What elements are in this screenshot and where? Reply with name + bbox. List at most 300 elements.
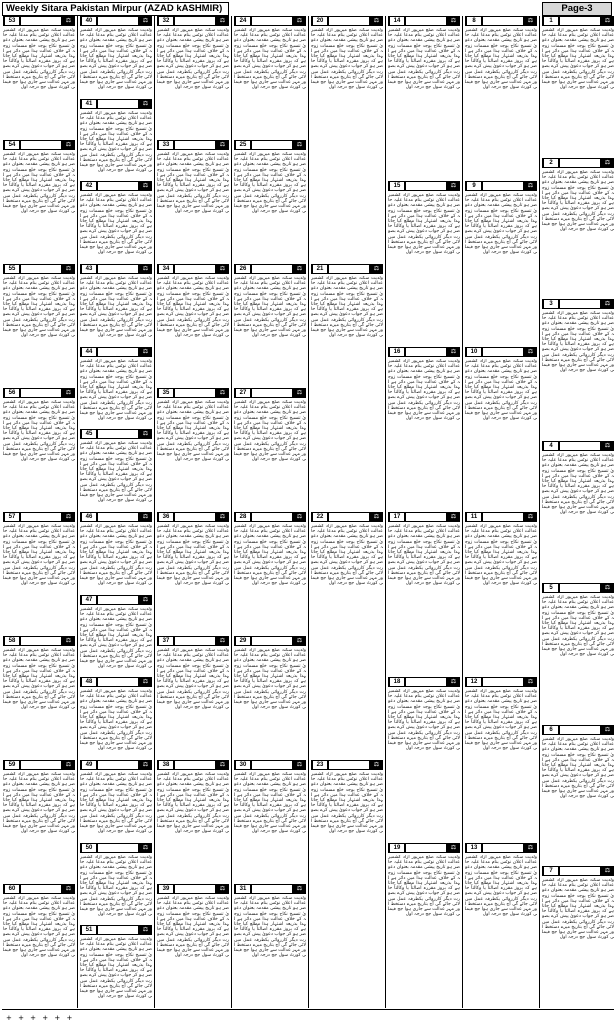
notice-header	[542, 866, 614, 876]
notice-number: 35	[159, 389, 173, 397]
notice-title-box	[252, 389, 292, 397]
notice-title-box	[175, 141, 215, 149]
notice-body-text: ولدیت سکنہ ضلع میرپور آزاد کشمیر عدالت اعلان نوٹس بنام مدعا علیہ حاضر ہو تاریخ پیشی مقدمہ بعنوان دعویٰ تنسیخ نکاح بوجہ خلع مسمات زوجہ کے خلاف عدالت ہذا میں دائر ہے لہذا بذریعہ اشتہار ہذا مطلع کیا جاتا ہے کہ بروز مقررہ اصالتاً یا وکالتاً حاضر ہو کر جواب دعویٰ پیش کرے بصورت دیگر کارروائی یکطرفہ عمل میں لائی جائے گی آج بتاریخ میرے دستخط اور مہر عدالت سے جاری ہوا جج فیملی کورٹ سول جج درجہ اول	[157, 152, 229, 215]
notice-number: 37	[159, 637, 173, 645]
notice-header	[157, 636, 229, 646]
notice-header	[388, 512, 460, 522]
court-seal-icon: ⚖	[65, 637, 72, 644]
notice-header	[542, 16, 614, 26]
notice-number: 53	[5, 17, 19, 25]
notice-title-box	[98, 926, 138, 934]
notice-header	[80, 16, 152, 26]
notice-body-text: ولدیت سکنہ ضلع میرپور آزاد کشمیر عدالت اعلان نوٹس بنام مدعا علیہ حاضر ہو تاریخ پیشی مقدمہ بعنوان دعویٰ تنسیخ نکاح بوجہ خلع مسمات زوجہ کے خلاف عدالت ہذا میں دائر ہے لہذا بذریعہ اشتہار ہذا مطلع کیا جاتا ہے کہ بروز مقررہ اصالتاً یا وکالتاً حاضر ہو کر جواب دعویٰ پیش کرے بصورت دیگر کارروائی یکطرفہ عمل میں لائی جائے گی آج بتاریخ میرے دستخط اور مہر عدالت سے جاری ہوا جج فیملی کورٹ سول جج درجہ اول	[388, 28, 460, 91]
notice-header	[80, 925, 152, 935]
court-seal-icon: ⚖	[450, 844, 457, 851]
notice-body-text: ولدیت سکنہ ضلع میرپور آزاد کشمیر عدالت اعلان نوٹس بنام مدعا علیہ حاضر ہو تاریخ پیشی مقدمہ بعنوان دعویٰ تنسیخ نکاح بوجہ خلع مسمات زوجہ کے خلاف عدالت ہذا میں دائر ہے لہذا بذریعہ اشتہار ہذا مطلع کیا جاتا ہے کہ بروز مقررہ اصالتاً یا وکالتاً حاضر ہو کر جواب دعویٰ پیش کرے بصورت دیگر کارروائی یکطرفہ عمل میں لائی جائے گی آج بتاریخ میرے دستخط اور مہر عدالت سے جاری ہوا جج فیملی کورٹ سول جج درجہ اول	[234, 648, 306, 711]
notice-title-box	[21, 885, 61, 893]
notice-body-text: ولدیت سکنہ ضلع میرپور آزاد کشمیر عدالت اعلان نوٹس بنام مدعا علیہ حاضر ہو تاریخ پیشی مقدمہ بعنوان دعویٰ تنسیخ نکاح بوجہ خلع مسمات زوجہ کے خلاف عدالت ہذا میں دائر ہے لہذا بذریعہ اشتہار ہذا مطلع کیا جاتا ہے کہ بروز مقررہ اصالتاً یا وکالتاً حاضر ہو کر جواب دعویٰ پیش کرے بصورت دیگر کارروائی یکطرفہ عمل میں لائی جائے گی آج بتاریخ میرے دستخط اور مہر عدالت سے جاری ہوا جج فیملی کورٹ سول جج درجہ اول	[3, 152, 75, 215]
notice-body-text: ولدیت سکنہ ضلع میرپور آزاد کشمیر عدالت اعلان نوٹس بنام مدعا علیہ حاضر ہو تاریخ پیشی مقدمہ بعنوان دعویٰ تنسیخ نکاح بوجہ خلع مسمات زوجہ کے خلاف عدالت ہذا میں دائر ہے لہذا بذریعہ اشتہار ہذا مطلع کیا جاتا ہے کہ بروز مقررہ اصالتاً یا وکالتاً حاضر ہو کر جواب دعویٰ پیش کرے بصورت دیگر کارروائی یکطرفہ عمل میں لائی جائے گی آج بتاریخ میرے دستخط اور مہر عدالت سے جاری ہوا جج فیملی کورٹ سول جج درجہ اول	[80, 607, 152, 670]
notice-body-text: ولدیت سکنہ ضلع میرپور آزاد کشمیر عدالت اعلان نوٹس بنام مدعا علیہ حاضر ہو تاریخ پیشی مقدمہ بعنوان دعویٰ تنسیخ نکاح بوجہ خلع مسمات زوجہ کے خلاف عدالت ہذا میں دائر ہے لہذا بذریعہ اشتہار ہذا مطلع کیا جاتا ہے کہ بروز مقررہ اصالتاً یا وکالتاً حاضر ہو کر جواب دعویٰ پیش کرے بصورت دیگر کارروائی یکطرفہ عمل میں لائی جائے گی آج بتاریخ میرے دستخط اور مہر عدالت سے جاری ہوا جج فیملی کورٹ سول جج درجہ اول	[388, 524, 460, 587]
notice-title-box	[406, 678, 446, 686]
notice-title-box	[175, 389, 215, 397]
notice-title-box	[406, 348, 446, 356]
notice-number: 45	[82, 430, 96, 438]
notice-header	[234, 512, 306, 522]
notice-number: 28	[236, 513, 250, 521]
notice-body-text: ولدیت سکنہ ضلع میرپور آزاد کشمیر عدالت اعلان نوٹس بنام مدعا علیہ حاضر ہو تاریخ پیشی مقدمہ بعنوان دعویٰ تنسیخ نکاح بوجہ خلع مسمات زوجہ کے خلاف عدالت ہذا میں دائر ہے لہذا بذریعہ اشتہار ہذا مطلع کیا جاتا ہے کہ بروز مقررہ اصالتاً یا وکالتاً حاضر ہو کر جواب دعویٰ پیش کرے بصورت دیگر کارروائی یکطرفہ عمل میں لائی جائے گی آج بتاریخ میرے دستخط اور مہر عدالت سے جاری ہوا جج فیملی کورٹ سول جج درجہ اول	[542, 28, 614, 91]
court-seal-icon: ⚖	[65, 513, 72, 520]
notice-number: 59	[5, 761, 19, 769]
notice-body-text: ولدیت سکنہ ضلع میرپور آزاد کشمیر عدالت اعلان نوٹس بنام مدعا علیہ حاضر ہو تاریخ پیشی مقدمہ بعنوان دعویٰ تنسیخ نکاح بوجہ خلع مسمات زوجہ کے خلاف عدالت ہذا میں دائر ہے لہذا بذریعہ اشتہار ہذا مطلع کیا جاتا ہے کہ بروز مقررہ اصالتاً یا وکالتاً حاضر ہو کر جواب دعویٰ پیش کرے بصورت دیگر کارروائی یکطرفہ عمل میں لائی جائے گی آج بتاریخ میرے دستخط اور مہر عدالت سے جاری ہوا جج فیملی کورٹ سول جج درجہ اول	[234, 772, 306, 835]
court-seal-icon: ⚖	[142, 348, 149, 355]
notice-header	[542, 441, 614, 451]
court-seal-icon: ⚖	[450, 513, 457, 520]
court-seal-icon: ⚖	[219, 513, 226, 520]
notice-body-text: ولدیت سکنہ ضلع میرپور آزاد کشمیر عدالت اعلان نوٹس بنام مدعا علیہ حاضر ہو تاریخ پیشی مقدمہ بعنوان دعویٰ تنسیخ نکاح بوجہ خلع مسمات زوجہ کے خلاف عدالت ہذا میں دائر ہے لہذا بذریعہ اشتہار ہذا مطلع کیا جاتا ہے کہ بروز مقررہ اصالتاً یا وکالتاً حاضر ہو کر جواب دعویٰ پیش کرے بصورت دیگر کارروائی یکطرفہ عمل میں لائی جائے گی آج بتاریخ میرے دستخط اور مہر عدالت سے جاری ہوا جج فیملی کورٹ سول جج درجہ اول	[80, 28, 152, 91]
notice-header	[3, 264, 75, 274]
notice-number: 18	[390, 678, 404, 686]
column-divider	[231, 16, 232, 1008]
notice-number: 54	[5, 141, 19, 149]
notice-body-text: ولدیت سکنہ ضلع میرپور آزاد کشمیر عدالت اعلان نوٹس بنام مدعا علیہ حاضر ہو تاریخ پیشی مقدمہ بعنوان دعویٰ تنسیخ نکاح بوجہ خلع مسمات زوجہ کے خلاف عدالت ہذا میں دائر ہے لہذا بذریعہ اشتہار ہذا مطلع کیا جاتا ہے کہ بروز مقررہ اصالتاً یا وکالتاً حاضر ہو کر جواب دعویٰ پیش کرے بصورت دیگر کارروائی یکطرفہ عمل میں لائی جائے گی آج بتاریخ میرے دستخط اور مہر عدالت سے جاری ہوا جج فیملی کورٹ سول جج درجہ اول	[157, 896, 229, 959]
notice-title-box	[483, 182, 523, 190]
notice-title-box	[21, 761, 61, 769]
notice-body-text: ولدیت سکنہ ضلع میرپور آزاد کشمیر عدالت اعلان نوٹس بنام مدعا علیہ حاضر ہو تاریخ پیشی مقدمہ بعنوان دعویٰ تنسیخ نکاح بوجہ خلع مسمات زوجہ کے خلاف عدالت ہذا میں دائر ہے لہذا بذریعہ اشتہار ہذا مطلع کیا جاتا ہے کہ بروز مقررہ اصالتاً یا وکالتاً حاضر ہو کر جواب دعویٰ پیش کرے بصورت دیگر کارروائی یکطرفہ عمل میں لائی جائے گی آج بتاریخ میرے دستخط اور مہر عدالت سے جاری ہوا جج فیملی کورٹ سول جج درجہ اول	[311, 276, 383, 339]
notice-body-text: ولدیت سکنہ ضلع میرپور آزاد کشمیر عدالت اعلان نوٹس بنام مدعا علیہ حاضر ہو تاریخ پیشی مقدمہ بعنوان دعویٰ تنسیخ نکاح بوجہ خلع مسمات زوجہ کے خلاف عدالت ہذا میں دائر ہے لہذا بذریعہ اشتہار ہذا مطلع کیا جاتا ہے کہ بروز مقررہ اصالتاً یا وکالتاً حاضر ہو کر جواب دعویٰ پیش کرے بصورت دیگر کارروائی یکطرفہ عمل میں لائی جائے گی آج بتاریخ میرے دستخط اور مہر عدالت سے جاری ہوا جج فیملی کورٹ سول جج درجہ اول	[465, 193, 537, 256]
notice-number: 50	[82, 844, 96, 852]
notice-header	[80, 512, 152, 522]
notice-header	[542, 725, 614, 735]
notice-number: 42	[82, 182, 96, 190]
notice-number: 10	[467, 348, 481, 356]
notice-body-text: ولدیت سکنہ ضلع میرپور آزاد کشمیر عدالت اعلان نوٹس بنام مدعا علیہ حاضر ہو تاریخ پیشی مقدمہ بعنوان دعویٰ تنسیخ نکاح بوجہ خلع مسمات زوجہ کے خلاف عدالت ہذا میں دائر ہے لہذا بذریعہ اشتہار ہذا مطلع کیا جاتا ہے کہ بروز مقررہ اصالتاً یا وکالتاً حاضر ہو کر جواب دعویٰ پیش کرے بصورت دیگر کارروائی یکطرفہ عمل میں لائی جائے گی آج بتاریخ میرے دستخط اور مہر عدالت سے جاری ہوا جج فیملی کورٹ سول جج درجہ اول	[157, 28, 229, 91]
notice-header	[388, 347, 460, 357]
notice-number: 27	[236, 389, 250, 397]
court-seal-icon: ⚖	[219, 389, 226, 396]
court-seal-icon: ⚖	[142, 182, 149, 189]
notice-number: 15	[390, 182, 404, 190]
notice-body-text: ولدیت سکنہ ضلع میرپور آزاد کشمیر عدالت اعلان نوٹس بنام مدعا علیہ حاضر ہو تاریخ پیشی مقدمہ بعنوان دعویٰ تنسیخ نکاح بوجہ خلع مسمات زوجہ کے خلاف عدالت ہذا میں دائر ہے لہذا بذریعہ اشتہار ہذا مطلع کیا جاتا ہے کہ بروز مقررہ اصالتاً یا وکالتاً حاضر ہو کر جواب دعویٰ پیش کرے بصورت دیگر کارروائی یکطرفہ عمل میں لائی جائے گی آج بتاریخ میرے دستخط اور مہر عدالت سے جاری ہوا جج فیملی کورٹ سول جج درجہ اول	[542, 595, 614, 658]
notice-header	[157, 140, 229, 150]
footer-marks: + + + + + +	[6, 1014, 75, 1022]
notice-number: 7	[544, 867, 558, 875]
court-seal-icon: ⚖	[296, 637, 303, 644]
column-divider	[308, 16, 309, 1008]
notice-header	[234, 16, 306, 26]
court-seal-icon: ⚖	[373, 265, 380, 272]
notice-header	[80, 181, 152, 191]
notice-body-text: ولدیت سکنہ ضلع میرپور آزاد کشمیر عدالت اعلان نوٹس بنام مدعا علیہ حاضر ہو تاریخ پیشی مقدمہ بعنوان دعویٰ تنسیخ نکاح بوجہ خلع مسمات زوجہ کے خلاف عدالت ہذا میں دائر ہے لہذا بذریعہ اشتہار ہذا مطلع کیا جاتا ہے کہ بروز مقررہ اصالتاً یا وکالتاً حاضر ہو کر جواب دعویٰ پیش کرے بصورت دیگر کارروائی یکطرفہ عمل میں لائی جائے گی آج بتاریخ میرے دستخط اور مہر عدالت سے جاری ہوا جج فیملی کورٹ سول جج درجہ اول	[542, 878, 614, 941]
notice-body-text: ولدیت سکنہ ضلع میرپور آزاد کشمیر عدالت اعلان نوٹس بنام مدعا علیہ حاضر ہو تاریخ پیشی مقدمہ بعنوان دعویٰ تنسیخ نکاح بوجہ خلع مسمات زوجہ کے خلاف عدالت ہذا میں دائر ہے لہذا بذریعہ اشتہار ہذا مطلع کیا جاتا ہے کہ بروز مقررہ اصالتاً یا وکالتاً حاضر ہو کر جواب دعویٰ پیش کرے بصورت دیگر کارروائی یکطرفہ عمل میں لائی جائے گی آج بتاریخ میرے دستخط اور مہر عدالت سے جاری ہوا جج فیملی کورٹ سول جج درجہ اول	[542, 453, 614, 516]
notice-number: 40	[82, 17, 96, 25]
notice-title-box	[406, 513, 446, 521]
notice-body-text: ولدیت سکنہ ضلع میرپور آزاد کشمیر عدالت اعلان نوٹس بنام مدعا علیہ حاضر ہو تاریخ پیشی مقدمہ بعنوان دعویٰ تنسیخ نکاح بوجہ خلع مسمات زوجہ کے خلاف عدالت ہذا میں دائر ہے لہذا بذریعہ اشتہار ہذا مطلع کیا جاتا ہے کہ بروز مقررہ اصالتاً یا وکالتاً حاضر ہو کر جواب دعویٰ پیش کرے بصورت دیگر کارروائی یکطرفہ عمل میں لائی جائے گی آج بتاریخ میرے دستخط اور مہر عدالت سے جاری ہوا جج فیملی کورٹ سول جج درجہ اول	[388, 855, 460, 918]
court-seal-icon: ⚖	[296, 265, 303, 272]
notice-number: 57	[5, 513, 19, 521]
court-seal-icon: ⚖	[527, 17, 534, 24]
court-seal-icon: ⚖	[142, 100, 149, 107]
column-divider	[154, 16, 155, 1008]
court-seal-icon: ⚖	[527, 678, 534, 685]
court-seal-icon: ⚖	[296, 513, 303, 520]
notice-number: 22	[313, 513, 327, 521]
notice-title-box	[175, 885, 215, 893]
notice-header	[80, 99, 152, 109]
court-seal-icon: ⚖	[65, 17, 72, 24]
notice-number: 38	[159, 761, 173, 769]
court-seal-icon: ⚖	[296, 17, 303, 24]
notice-body-text: ولدیت سکنہ ضلع میرپور آزاد کشمیر عدالت اعلان نوٹس بنام مدعا علیہ حاضر ہو تاریخ پیشی مقدمہ بعنوان دعویٰ تنسیخ نکاح بوجہ خلع مسمات زوجہ کے خلاف عدالت ہذا میں دائر ہے لہذا بذریعہ اشتہار ہذا مطلع کیا جاتا ہے کہ بروز مقررہ اصالتاً یا وکالتاً حاضر ہو کر جواب دعویٰ پیش کرے بصورت دیگر کارروائی یکطرفہ عمل میں لائی جائے گی آج بتاریخ میرے دستخط اور مہر عدالت سے جاری ہوا جج فیملی کورٹ سول جج درجہ اول	[80, 689, 152, 752]
notice-header	[311, 760, 383, 770]
notice-body-text: ولدیت سکنہ ضلع میرپور آزاد کشمیر عدالت اعلان نوٹس بنام مدعا علیہ حاضر ہو تاریخ پیشی مقدمہ بعنوان دعویٰ تنسیخ نکاح بوجہ خلع مسمات زوجہ کے خلاف عدالت ہذا میں دائر ہے لہذا بذریعہ اشتہار ہذا مطلع کیا جاتا ہے کہ بروز مقررہ اصالتاً یا وکالتاً حاضر ہو کر جواب دعویٰ پیش کرے بصورت دیگر کارروائی یکطرفہ عمل میں لائی جائے گی آج بتاریخ میرے دستخط اور مہر عدالت سے جاری ہوا جج فیملی کورٹ سول جج درجہ اول	[542, 311, 614, 374]
notice-number: 17	[390, 513, 404, 521]
notice-header	[3, 884, 75, 894]
notice-header	[542, 158, 614, 168]
notice-title-box	[560, 300, 600, 308]
notice-number: 29	[236, 637, 250, 645]
notice-number: 14	[390, 17, 404, 25]
notice-header	[542, 299, 614, 309]
notice-number: 46	[82, 513, 96, 521]
notice-title-box	[483, 513, 523, 521]
notice-body-text: ولدیت سکنہ ضلع میرپور آزاد کشمیر عدالت اعلان نوٹس بنام مدعا علیہ حاضر ہو تاریخ پیشی مقدمہ بعنوان دعویٰ تنسیخ نکاح بوجہ خلع مسمات زوجہ کے خلاف عدالت ہذا میں دائر ہے لہذا بذریعہ اشتہار ہذا مطلع کیا جاتا ہے کہ بروز مقررہ اصالتاً یا وکالتاً حاضر ہو کر جواب دعویٰ پیش کرے بصورت دیگر کارروائی یکطرفہ عمل میں لائی جائے گی آج بتاریخ میرے دستخط اور مہر عدالت سے جاری ہوا جج فیملی کورٹ سول جج درجہ اول	[465, 689, 537, 752]
notice-header	[157, 388, 229, 398]
court-seal-icon: ⚖	[142, 761, 149, 768]
court-seal-icon: ⚖	[527, 844, 534, 851]
notice-title-box	[98, 182, 138, 190]
notice-title-box	[560, 584, 600, 592]
notice-body-text: ولدیت سکنہ ضلع میرپور آزاد کشمیر عدالت اعلان نوٹس بنام مدعا علیہ حاضر ہو تاریخ پیشی مقدمہ بعنوان دعویٰ تنسیخ نکاح بوجہ خلع مسمات زوجہ کے خلاف عدالت ہذا میں دائر ہے لہذا بذریعہ اشتہار ہذا مطلع کیا جاتا ہے کہ بروز مقررہ اصالتاً یا وکالتاً حاضر ہو کر جواب دعویٰ پیش کرے بصورت دیگر کارروائی یکطرفہ عمل میں لائی جائے گی آج بتاریخ میرے دستخط اور مہر عدالت سے جاری ہوا جج فیملی کورٹ سول جج درجہ اول	[465, 524, 537, 587]
notice-body-text: ولدیت سکنہ ضلع میرپور آزاد کشمیر عدالت اعلان نوٹس بنام مدعا علیہ حاضر ہو تاریخ پیشی مقدمہ بعنوان دعویٰ تنسیخ نکاح بوجہ خلع مسمات زوجہ کے خلاف عدالت ہذا میں دائر ہے لہذا بذریعہ اشتہار ہذا مطلع کیا جاتا ہے کہ بروز مقررہ اصالتاً یا وکالتاً حاضر ہو کر جواب دعویٰ پیش کرے بصورت دیگر کارروائی یکطرفہ عمل میں لائی جائے گی آج بتاریخ میرے دستخط اور مہر عدالت سے جاری ہوا جج فیملی کورٹ سول جج درجہ اول	[465, 855, 537, 918]
notice-body-text: ولدیت سکنہ ضلع میرپور آزاد کشمیر عدالت اعلان نوٹس بنام مدعا علیہ حاضر ہو تاریخ پیشی مقدمہ بعنوان دعویٰ تنسیخ نکاح بوجہ خلع مسمات زوجہ کے خلاف عدالت ہذا میں دائر ہے لہذا بذریعہ اشتہار ہذا مطلع کیا جاتا ہے کہ بروز مقررہ اصالتاً یا وکالتاً حاضر ہو کر جواب دعویٰ پیش کرے بصورت دیگر کارروائی یکطرفہ عمل میں لائی جائے گی آج بتاریخ میرے دستخط اور مہر عدالت سے جاری ہوا جج فیملی کورٹ سول جج درجہ اول	[465, 359, 537, 422]
notice-number: 26	[236, 265, 250, 273]
notice-body-text: ولدیت سکنہ ضلع میرپور آزاد کشمیر عدالت اعلان نوٹس بنام مدعا علیہ حاضر ہو تاریخ پیشی مقدمہ بعنوان دعویٰ تنسیخ نکاح بوجہ خلع مسمات زوجہ کے خلاف عدالت ہذا میں دائر ہے لہذا بذریعہ اشتہار ہذا مطلع کیا جاتا ہے کہ بروز مقررہ اصالتاً یا وکالتاً حاضر ہو کر جواب دعویٰ پیش کرے بصورت دیگر کارروائی یکطرفہ عمل میں لائی جائے گی آج بتاریخ میرے دستخط اور مہر عدالت سے جاری ہوا جج فیملی کورٹ سول جج درجہ اول	[157, 772, 229, 835]
notice-title-box	[98, 348, 138, 356]
notice-header	[157, 512, 229, 522]
court-seal-icon: ⚖	[142, 926, 149, 933]
notice-number: 24	[236, 17, 250, 25]
notice-body-text: ولدیت سکنہ ضلع میرپور آزاد کشمیر عدالت اعلان نوٹس بنام مدعا علیہ حاضر ہو تاریخ پیشی مقدمہ بعنوان دعویٰ تنسیخ نکاح بوجہ خلع مسمات زوجہ کے خلاف عدالت ہذا میں دائر ہے لہذا بذریعہ اشتہار ہذا مطلع کیا جاتا ہے کہ بروز مقررہ اصالتاً یا وکالتاً حاضر ہو کر جواب دعویٰ پیش کرے بصورت دیگر کارروائی یکطرفہ عمل میں لائی جائے گی آج بتاریخ میرے دستخط اور مہر عدالت سے جاری ہوا جج فیملی کورٹ سول جج درجہ اول	[388, 193, 460, 256]
notice-header	[80, 843, 152, 853]
notice-number: 31	[236, 885, 250, 893]
notice-title-box	[98, 430, 138, 438]
court-seal-icon: ⚖	[527, 182, 534, 189]
notice-header	[542, 583, 614, 593]
notice-number: 30	[236, 761, 250, 769]
court-seal-icon: ⚖	[450, 182, 457, 189]
bottom-rule	[2, 1009, 614, 1010]
notice-number: 23	[313, 761, 327, 769]
notice-body-text: ولدیت سکنہ ضلع میرپور آزاد کشمیر عدالت اعلان نوٹس بنام مدعا علیہ حاضر ہو تاریخ پیشی مقدمہ بعنوان دعویٰ تنسیخ نکاح بوجہ خلع مسمات زوجہ کے خلاف عدالت ہذا میں دائر ہے لہذا بذریعہ اشتہار ہذا مطلع کیا جاتا ہے کہ بروز مقررہ اصالتاً یا وکالتاً حاضر ہو کر جواب دعویٰ پیش کرے بصورت دیگر کارروائی یکطرفہ عمل میں لائی جائے گی آج بتاریخ میرے دستخط اور مہر عدالت سے جاری ہوا جج فیملی کورٹ سول جج درجہ اول	[80, 855, 152, 918]
notice-body-text: ولدیت سکنہ ضلع میرپور آزاد کشمیر عدالت اعلان نوٹس بنام مدعا علیہ حاضر ہو تاریخ پیشی مقدمہ بعنوان دعویٰ تنسیخ نکاح بوجہ خلع مسمات زوجہ کے خلاف عدالت ہذا میں دائر ہے لہذا بذریعہ اشتہار ہذا مطلع کیا جاتا ہے کہ بروز مقررہ اصالتاً یا وکالتاً حاضر ہو کر جواب دعویٰ پیش کرے بصورت دیگر کارروائی یکطرفہ عمل میں لائی جائے گی آج بتاریخ میرے دستخط اور مہر عدالت سے جاری ہوا جج فیملی کورٹ سول جج درجہ اول	[3, 28, 75, 91]
notice-body-text: ولدیت سکنہ ضلع میرپور آزاد کشمیر عدالت اعلان نوٹس بنام مدعا علیہ حاضر ہو تاریخ پیشی مقدمہ بعنوان دعویٰ تنسیخ نکاح بوجہ خلع مسمات زوجہ کے خلاف عدالت ہذا میں دائر ہے لہذا بذریعہ اشتہار ہذا مطلع کیا جاتا ہے کہ بروز مقررہ اصالتاً یا وکالتاً حاضر ہو کر جواب دعویٰ پیش کرے بصورت دیگر کارروائی یکطرفہ عمل میں لائی جائے گی آج بتاریخ میرے دستخط اور مہر عدالت سے جاری ہوا جج فیملی کورٹ سول جج درجہ اول	[3, 896, 75, 959]
column-7	[464, 16, 538, 1008]
notice-header	[388, 677, 460, 687]
notice-body-text: ولدیت سکنہ ضلع میرپور آزاد کشمیر عدالت اعلان نوٹس بنام مدعا علیہ حاضر ہو تاریخ پیشی مقدمہ بعنوان دعویٰ تنسیخ نکاح بوجہ خلع مسمات زوجہ کے خلاف عدالت ہذا میں دائر ہے لہذا بذریعہ اشتہار ہذا مطلع کیا جاتا ہے کہ بروز مقررہ اصالتاً یا وکالتاً حاضر ہو کر جواب دعویٰ پیش کرے بصورت دیگر کارروائی یکطرفہ عمل میں لائی جائے گی آج بتاریخ میرے دستخط اور مہر عدالت سے جاری ہوا جج فیملی کورٹ سول جج درجہ اول	[234, 524, 306, 587]
notice-header	[80, 429, 152, 439]
notice-number: 47	[82, 596, 96, 604]
notice-title-box	[560, 159, 600, 167]
notice-number: 41	[82, 100, 96, 108]
court-seal-icon: ⚖	[604, 17, 611, 24]
notice-number: 8	[467, 17, 481, 25]
notice-title-box	[21, 637, 61, 645]
notice-title-box	[329, 761, 369, 769]
notice-title-box	[483, 17, 523, 25]
notice-number: 12	[467, 678, 481, 686]
notice-header	[388, 16, 460, 26]
notice-number: 5	[544, 584, 558, 592]
notice-header	[157, 760, 229, 770]
notice-number: 49	[82, 761, 96, 769]
notice-title-box	[252, 265, 292, 273]
court-seal-icon: ⚖	[604, 442, 611, 449]
notice-number: 21	[313, 265, 327, 273]
court-seal-icon: ⚖	[65, 885, 72, 892]
notice-header	[465, 347, 537, 357]
court-seal-icon: ⚖	[142, 844, 149, 851]
notice-header	[157, 264, 229, 274]
column-8	[541, 16, 615, 1008]
notice-number: 25	[236, 141, 250, 149]
court-seal-icon: ⚖	[373, 17, 380, 24]
column-6	[387, 16, 461, 1008]
notice-number: 33	[159, 141, 173, 149]
notice-body-text: ولدیت سکنہ ضلع میرپور آزاد کشمیر عدالت اعلان نوٹس بنام مدعا علیہ حاضر ہو تاریخ پیشی مقدمہ بعنوان دعویٰ تنسیخ نکاح بوجہ خلع مسمات زوجہ کے خلاف عدالت ہذا میں دائر ہے لہذا بذریعہ اشتہار ہذا مطلع کیا جاتا ہے کہ بروز مقررہ اصالتاً یا وکالتاً حاضر ہو کر جواب دعویٰ پیش کرے بصورت دیگر کارروائی یکطرفہ عمل میں لائی جائے گی آج بتاریخ میرے دستخط اور مہر عدالت سے جاری ہوا جج فیملی کورٹ سول جج درجہ اول	[80, 441, 152, 504]
notice-number: 3	[544, 300, 558, 308]
court-seal-icon: ⚖	[142, 265, 149, 272]
notice-number: 60	[5, 885, 19, 893]
notice-body-text: ولدیت سکنہ ضلع میرپور آزاد کشمیر عدالت اعلان نوٹس بنام مدعا علیہ حاضر ہو تاریخ پیشی مقدمہ بعنوان دعویٰ تنسیخ نکاح بوجہ خلع مسمات زوجہ کے خلاف عدالت ہذا میں دائر ہے لہذا بذریعہ اشتہار ہذا مطلع کیا جاتا ہے کہ بروز مقررہ اصالتاً یا وکالتاً حاضر ہو کر جواب دعویٰ پیش کرے بصورت دیگر کارروائی یکطرفہ عمل میں لائی جائے گی آج بتاریخ میرے دستخط اور مہر عدالت سے جاری ہوا جج فیملی کورٹ سول جج درجہ اول	[157, 400, 229, 463]
notice-title-box	[98, 17, 138, 25]
notice-body-text: ولدیت سکنہ ضلع میرپور آزاد کشمیر عدالت اعلان نوٹس بنام مدعا علیہ حاضر ہو تاریخ پیشی مقدمہ بعنوان دعویٰ تنسیخ نکاح بوجہ خلع مسمات زوجہ کے خلاف عدالت ہذا میں دائر ہے لہذا بذریعہ اشتہار ہذا مطلع کیا جاتا ہے کہ بروز مقررہ اصالتاً یا وکالتاً حاضر ہو کر جواب دعویٰ پیش کرے بصورت دیگر کارروائی یکطرفہ عمل میں لائی جائے گی آج بتاریخ میرے دستخط اور مہر عدالت سے جاری ہوا جج فیملی کورٹ سول جج درجہ اول	[234, 400, 306, 463]
court-seal-icon: ⚖	[65, 141, 72, 148]
column-divider	[462, 16, 463, 1008]
notice-header	[234, 884, 306, 894]
notice-title-box	[98, 844, 138, 852]
court-seal-icon: ⚖	[604, 867, 611, 874]
notice-body-text: ولدیت سکنہ ضلع میرپور آزاد کشمیر عدالت اعلان نوٹس بنام مدعا علیہ حاضر ہو تاریخ پیشی مقدمہ بعنوان دعویٰ تنسیخ نکاح بوجہ خلع مسمات زوجہ کے خلاف عدالت ہذا میں دائر ہے لہذا بذریعہ اشتہار ہذا مطلع کیا جاتا ہے کہ بروز مقررہ اصالتاً یا وکالتاً حاضر ہو کر جواب دعویٰ پیش کرے بصورت دیگر کارروائی یکطرفہ عمل میں لائی جائے گی آج بتاریخ میرے دستخط اور مہر عدالت سے جاری ہوا جج فیملی کورٹ سول جج درجہ اول	[80, 772, 152, 835]
notice-body-text: ولدیت سکنہ ضلع میرپور آزاد کشمیر عدالت اعلان نوٹس بنام مدعا علیہ حاضر ہو تاریخ پیشی مقدمہ بعنوان دعویٰ تنسیخ نکاح بوجہ خلع مسمات زوجہ کے خلاف عدالت ہذا میں دائر ہے لہذا بذریعہ اشتہار ہذا مطلع کیا جاتا ہے کہ بروز مقررہ اصالتاً یا وکالتاً حاضر ہو کر جواب دعویٰ پیش کرے بصورت دیگر کارروائی یکطرفہ عمل میں لائی جائے گی آج بتاریخ میرے دستخط اور مہر عدالت سے جاری ہوا جج فیملی کورٹ سول جج درجہ اول	[80, 359, 152, 422]
notice-title-box	[252, 637, 292, 645]
notice-title-box	[560, 17, 600, 25]
notice-title-box	[175, 513, 215, 521]
notice-number: 9	[467, 182, 481, 190]
page-number: Page-3	[542, 2, 612, 16]
notice-title-box	[21, 265, 61, 273]
notice-title-box	[175, 265, 215, 273]
notice-header	[80, 264, 152, 274]
court-seal-icon: ⚖	[65, 265, 72, 272]
notice-title-box	[252, 885, 292, 893]
column-4	[233, 16, 307, 1008]
notice-title-box	[329, 265, 369, 273]
notice-header	[465, 512, 537, 522]
notice-title-box	[21, 389, 61, 397]
notice-header	[3, 760, 75, 770]
notice-number: 55	[5, 265, 19, 273]
column-divider	[385, 16, 386, 1008]
notice-body-text: ولدیت سکنہ ضلع میرپور آزاد کشمیر عدالت اعلان نوٹس بنام مدعا علیہ حاضر ہو تاریخ پیشی مقدمہ بعنوان دعویٰ تنسیخ نکاح بوجہ خلع مسمات زوجہ کے خلاف عدالت ہذا میں دائر ہے لہذا بذریعہ اشتہار ہذا مطلع کیا جاتا ہے کہ بروز مقررہ اصالتاً یا وکالتاً حاضر ہو کر جواب دعویٰ پیش کرے بصورت دیگر کارروائی یکطرفہ عمل میں لائی جائے گی آج بتاریخ میرے دستخط اور مہر عدالت سے جاری ہوا جج فیملی کورٹ سول جج درجہ اول	[311, 772, 383, 835]
court-seal-icon: ⚖	[373, 761, 380, 768]
notice-header	[234, 760, 306, 770]
notice-number: 16	[390, 348, 404, 356]
notice-header	[388, 843, 460, 853]
notice-header	[3, 16, 75, 26]
court-seal-icon: ⚖	[219, 141, 226, 148]
notice-body-text: ولدیت سکنہ ضلع میرپور آزاد کشمیر عدالت اعلان نوٹس بنام مدعا علیہ حاضر ہو تاریخ پیشی مقدمہ بعنوان دعویٰ تنسیخ نکاح بوجہ خلع مسمات زوجہ کے خلاف عدالت ہذا میں دائر ہے لہذا بذریعہ اشتہار ہذا مطلع کیا جاتا ہے کہ بروز مقررہ اصالتاً یا وکالتاً حاضر ہو کر جواب دعویٰ پیش کرے بصورت دیگر کارروائی یکطرفہ عمل میں لائی جائے گی آج بتاریخ میرے دستخط اور مہر عدالت سے جاری ہوا جج فیملی کورٹ سول جج درجہ اول	[234, 28, 306, 91]
notice-header	[311, 264, 383, 274]
court-seal-icon: ⚖	[219, 637, 226, 644]
court-seal-icon: ⚖	[142, 513, 149, 520]
court-seal-icon: ⚖	[450, 17, 457, 24]
notice-header	[234, 264, 306, 274]
column-5	[310, 16, 384, 1008]
notice-title-box	[483, 678, 523, 686]
notice-header	[465, 843, 537, 853]
notice-body-text: ولدیت سکنہ ضلع میرپور آزاد کشمیر عدالت اعلان نوٹس بنام مدعا علیہ حاضر ہو تاریخ پیشی مقدمہ بعنوان دعویٰ تنسیخ نکاح بوجہ خلع مسمات زوجہ کے خلاف عدالت ہذا میں دائر ہے لہذا بذریعہ اشتہار ہذا مطلع کیا جاتا ہے کہ بروز مقررہ اصالتاً یا وکالتاً حاضر ہو کر جواب دعویٰ پیش کرے بصورت دیگر کارروائی یکطرفہ عمل میں لائی جائے گی آج بتاریخ میرے دستخط اور مہر عدالت سے جاری ہوا جج فیملی کورٹ سول جج درجہ اول	[157, 648, 229, 711]
notice-title-box	[560, 726, 600, 734]
notice-number: 6	[544, 726, 558, 734]
notice-header	[3, 388, 75, 398]
notice-header	[234, 140, 306, 150]
court-seal-icon: ⚖	[296, 885, 303, 892]
notice-title-box	[406, 844, 446, 852]
notice-number: 20	[313, 17, 327, 25]
notice-number: 32	[159, 17, 173, 25]
notice-title-box	[406, 17, 446, 25]
court-seal-icon: ⚖	[604, 300, 611, 307]
notice-title-box	[98, 596, 138, 604]
court-seal-icon: ⚖	[219, 885, 226, 892]
column-divider	[77, 16, 78, 1008]
notice-body-text: ولدیت سکنہ ضلع میرپور آزاد کشمیر عدالت اعلان نوٹس بنام مدعا علیہ حاضر ہو تاریخ پیشی مقدمہ بعنوان دعویٰ تنسیخ نکاح بوجہ خلع مسمات زوجہ کے خلاف عدالت ہذا میں دائر ہے لہذا بذریعہ اشتہار ہذا مطلع کیا جاتا ہے کہ بروز مقررہ اصالتاً یا وکالتاً حاضر ہو کر جواب دعویٰ پیش کرے بصورت دیگر کارروائی یکطرفہ عمل میں لائی جائے گی آج بتاریخ میرے دستخط اور مہر عدالت سے جاری ہوا جج فیملی کورٹ سول جج درجہ اول	[234, 276, 306, 339]
notice-body-text: ولدیت سکنہ ضلع میرپور آزاد کشمیر عدالت اعلان نوٹس بنام مدعا علیہ حاضر ہو تاریخ پیشی مقدمہ بعنوان دعویٰ تنسیخ نکاح بوجہ خلع مسمات زوجہ کے خلاف عدالت ہذا میں دائر ہے لہذا بذریعہ اشتہار ہذا مطلع کیا جاتا ہے کہ بروز مقررہ اصالتاً یا وکالتاً حاضر ہو کر جواب دعویٰ پیش کرے بصورت دیگر کارروائی یکطرفہ عمل میں لائی جائے گی آج بتاریخ میرے دستخط اور مہر عدالت سے جاری ہوا جج فیملی کورٹ سول جج درجہ اول	[3, 400, 75, 463]
notice-body-text: ولدیت سکنہ ضلع میرپور آزاد کشمیر عدالت اعلان نوٹس بنام مدعا علیہ حاضر ہو تاریخ پیشی مقدمہ بعنوان دعویٰ تنسیخ نکاح بوجہ خلع مسمات زوجہ کے خلاف عدالت ہذا میں دائر ہے لہذا بذریعہ اشتہار ہذا مطلع کیا جاتا ہے کہ بروز مقررہ اصالتاً یا وکالتاً حاضر ہو کر جواب دعویٰ پیش کرے بصورت دیگر کارروائی یکطرفہ عمل میں لائی جائے گی آج بتاریخ میرے دستخط اور مہر عدالت سے جاری ہوا جج فیملی کورٹ سول جج درجہ اول	[3, 648, 75, 711]
notice-title-box	[483, 844, 523, 852]
notice-number: 51	[82, 926, 96, 934]
notice-header	[3, 140, 75, 150]
notice-body-text: ولدیت سکنہ ضلع میرپور آزاد کشمیر عدالت اعلان نوٹس بنام مدعا علیہ حاضر ہو تاریخ پیشی مقدمہ بعنوان دعویٰ تنسیخ نکاح بوجہ خلع مسمات زوجہ کے خلاف عدالت ہذا میں دائر ہے لہذا بذریعہ اشتہار ہذا مطلع کیا جاتا ہے کہ بروز مقررہ اصالتاً یا وکالتاً حاضر ہو کر جواب دعویٰ پیش کرے بصورت دیگر کارروائی یکطرفہ عمل میں لائی جائے گی آج بتاریخ میرے دستخط اور مہر عدالت سے جاری ہوا جج فیملی کورٹ سول جج درجہ اول	[542, 170, 614, 233]
notice-body-text: ولدیت سکنہ ضلع میرپور آزاد کشمیر عدالت اعلان نوٹس بنام مدعا علیہ حاضر ہو تاریخ پیشی مقدمہ بعنوان دعویٰ تنسیخ نکاح بوجہ خلع مسمات زوجہ کے خلاف عدالت ہذا میں دائر ہے لہذا بذریعہ اشتہار ہذا مطلع کیا جاتا ہے کہ بروز مقررہ اصالتاً یا وکالتاً حاضر ہو کر جواب دعویٰ پیش کرے بصورت دیگر کارروائی یکطرفہ عمل میں لائی جائے گی آج بتاریخ میرے دستخط اور مہر عدالت سے جاری ہوا جج فیملی کورٹ سول جج درجہ اول	[3, 276, 75, 339]
notice-body-text: ولدیت سکنہ ضلع میرپور آزاد کشمیر عدالت اعلان نوٹس بنام مدعا علیہ حاضر ہو تاریخ پیشی مقدمہ بعنوان دعویٰ تنسیخ نکاح بوجہ خلع مسمات زوجہ کے خلاف عدالت ہذا میں دائر ہے لہذا بذریعہ اشتہار ہذا مطلع کیا جاتا ہے کہ بروز مقررہ اصالتاً یا وکالتاً حاضر ہو کر جواب دعویٰ پیش کرے بصورت دیگر کارروائی یکطرفہ عمل میں لائی جائے گی آج بتاریخ میرے دستخط اور مہر عدالت سے جاری ہوا جج فیملی کورٹ سول جج درجہ اول	[542, 737, 614, 800]
notice-number: 19	[390, 844, 404, 852]
notice-title-box	[252, 17, 292, 25]
notice-title-box	[560, 442, 600, 450]
court-seal-icon: ⚖	[604, 726, 611, 733]
column-divider	[539, 16, 540, 1008]
notice-title-box	[98, 513, 138, 521]
notice-title-box	[560, 867, 600, 875]
notice-header	[80, 760, 152, 770]
notice-title-box	[21, 141, 61, 149]
court-seal-icon: ⚖	[296, 389, 303, 396]
notice-title-box	[98, 100, 138, 108]
notice-title-box	[175, 761, 215, 769]
court-seal-icon: ⚖	[604, 584, 611, 591]
notice-title-box	[329, 513, 369, 521]
notice-number: 36	[159, 513, 173, 521]
notice-title-box	[252, 513, 292, 521]
notice-body-text: ولدیت سکنہ ضلع میرپور آزاد کشمیر عدالت اعلان نوٹس بنام مدعا علیہ حاضر ہو تاریخ پیشی مقدمہ بعنوان دعویٰ تنسیخ نکاح بوجہ خلع مسمات زوجہ کے خلاف عدالت ہذا میں دائر ہے لہذا بذریعہ اشتہار ہذا مطلع کیا جاتا ہے کہ بروز مقررہ اصالتاً یا وکالتاً حاضر ہو کر جواب دعویٰ پیش کرے بصورت دیگر کارروائی یکطرفہ عمل میں لائی جائے گی آج بتاریخ میرے دستخط اور مہر عدالت سے جاری ہوا جج فیملی کورٹ سول جج درجہ اول	[234, 152, 306, 215]
court-seal-icon: ⚖	[142, 430, 149, 437]
notice-number: 11	[467, 513, 481, 521]
court-seal-icon: ⚖	[142, 17, 149, 24]
court-seal-icon: ⚖	[527, 348, 534, 355]
notice-body-text: ولدیت سکنہ ضلع میرپور آزاد کشمیر عدالت اعلان نوٹس بنام مدعا علیہ حاضر ہو تاریخ پیشی مقدمہ بعنوان دعویٰ تنسیخ نکاح بوجہ خلع مسمات زوجہ کے خلاف عدالت ہذا میں دائر ہے لہذا بذریعہ اشتہار ہذا مطلع کیا جاتا ہے کہ بروز مقررہ اصالتاً یا وکالتاً حاضر ہو کر جواب دعویٰ پیش کرے بصورت دیگر کارروائی یکطرفہ عمل میں لائی جائے گی آج بتاریخ میرے دستخط اور مہر عدالت سے جاری ہوا جج فیملی کورٹ سول جج درجہ اول	[157, 524, 229, 587]
notice-title-box	[98, 678, 138, 686]
notice-body-text: ولدیت سکنہ ضلع میرپور آزاد کشمیر عدالت اعلان نوٹس بنام مدعا علیہ حاضر ہو تاریخ پیشی مقدمہ بعنوان دعویٰ تنسیخ نکاح بوجہ خلع مسمات زوجہ کے خلاف عدالت ہذا میں دائر ہے لہذا بذریعہ اشتہار ہذا مطلع کیا جاتا ہے کہ بروز مقررہ اصالتاً یا وکالتاً حاضر ہو کر جواب دعویٰ پیش کرے بصورت دیگر کارروائی یکطرفہ عمل میں لائی جائے گی آج بتاریخ میرے دستخط اور مہر عدالت سے جاری ہوا جج فیملی کورٹ سول جج درجہ اول	[311, 524, 383, 587]
notice-header	[311, 512, 383, 522]
notice-body-text: ولدیت سکنہ ضلع میرپور آزاد کشمیر عدالت اعلان نوٹس بنام مدعا علیہ حاضر ہو تاریخ پیشی مقدمہ بعنوان دعویٰ تنسیخ نکاح بوجہ خلع مسمات زوجہ کے خلاف عدالت ہذا میں دائر ہے لہذا بذریعہ اشتہار ہذا مطلع کیا جاتا ہے کہ بروز مقررہ اصالتاً یا وکالتاً حاضر ہو کر جواب دعویٰ پیش کرے بصورت دیگر کارروائی یکطرفہ عمل میں لائی جائے گی آج بتاریخ میرے دستخط اور مہر عدالت سے جاری ہوا جج فیملی کورٹ سول جج درجہ اول	[80, 193, 152, 256]
notice-header	[388, 181, 460, 191]
notice-number: 39	[159, 885, 173, 893]
notice-body-text: ولدیت سکنہ ضلع میرپور آزاد کشمیر عدالت اعلان نوٹس بنام مدعا علیہ حاضر ہو تاریخ پیشی مقدمہ بعنوان دعویٰ تنسیخ نکاح بوجہ خلع مسمات زوجہ کے خلاف عدالت ہذا میں دائر ہے لہذا بذریعہ اشتہار ہذا مطلع کیا جاتا ہے کہ بروز مقررہ اصالتاً یا وکالتاً حاضر ہو کر جواب دعویٰ پیش کرے بصورت دیگر کارروائی یکطرفہ عمل میں لائی جائے گی آج بتاریخ میرے دستخط اور مہر عدالت سے جاری ہوا جج فیملی کورٹ سول جج درجہ اول	[311, 28, 383, 91]
notice-header	[80, 347, 152, 357]
notice-body-text: ولدیت سکنہ ضلع میرپور آزاد کشمیر عدالت اعلان نوٹس بنام مدعا علیہ حاضر ہو تاریخ پیشی مقدمہ بعنوان دعویٰ تنسیخ نکاح بوجہ خلع مسمات زوجہ کے خلاف عدالت ہذا میں دائر ہے لہذا بذریعہ اشتہار ہذا مطلع کیا جاتا ہے کہ بروز مقررہ اصالتاً یا وکالتاً حاضر ہو کر جواب دعویٰ پیش کرے بصورت دیگر کارروائی یکطرفہ عمل میں لائی جائے گی آج بتاریخ میرے دستخط اور مہر عدالت سے جاری ہوا جج فیملی کورٹ سول جج درجہ اول	[80, 276, 152, 339]
column-1	[2, 16, 76, 1008]
notice-header	[3, 636, 75, 646]
notice-header	[80, 677, 152, 687]
notice-number: 43	[82, 265, 96, 273]
notice-header	[157, 884, 229, 894]
notice-body-text: ولدیت سکنہ ضلع میرپور آزاد کشمیر عدالت اعلان نوٹس بنام مدعا علیہ حاضر ہو تاریخ پیشی مقدمہ بعنوان دعویٰ تنسیخ نکاح بوجہ خلع مسمات زوجہ کے خلاف عدالت ہذا میں دائر ہے لہذا بذریعہ اشتہار ہذا مطلع کیا جاتا ہے کہ بروز مقررہ اصالتاً یا وکالتاً حاضر ہو کر جواب دعویٰ پیش کرے بصورت دیگر کارروائی یکطرفہ عمل میں لائی جائے گی آج بتاریخ میرے دستخط اور مہر عدالت سے جاری ہوا جج فیملی کورٹ سول جج درجہ اول	[80, 111, 152, 174]
court-seal-icon: ⚖	[296, 761, 303, 768]
notice-title-box	[175, 637, 215, 645]
notice-title-box	[21, 513, 61, 521]
notice-body-text: ولدیت سکنہ ضلع میرپور آزاد کشمیر عدالت اعلان نوٹس بنام مدعا علیہ حاضر ہو تاریخ پیشی مقدمہ بعنوان دعویٰ تنسیخ نکاح بوجہ خلع مسمات زوجہ کے خلاف عدالت ہذا میں دائر ہے لہذا بذریعہ اشتہار ہذا مطلع کیا جاتا ہے کہ بروز مقررہ اصالتاً یا وکالتاً حاضر ہو کر جواب دعویٰ پیش کرے بصورت دیگر کارروائی یکطرفہ عمل میں لائی جائے گی آج بتاریخ میرے دستخط اور مہر عدالت سے جاری ہوا جج فیملی کورٹ سول جج درجہ اول	[388, 359, 460, 422]
column-2	[79, 16, 153, 1008]
court-seal-icon: ⚖	[296, 141, 303, 148]
column-3	[156, 16, 230, 1008]
court-seal-icon: ⚖	[527, 513, 534, 520]
notice-header	[234, 636, 306, 646]
notice-body-text: ولدیت سکنہ ضلع میرپور آزاد کشمیر عدالت اعلان نوٹس بنام مدعا علیہ حاضر ہو تاریخ پیشی مقدمہ بعنوان دعویٰ تنسیخ نکاح بوجہ خلع مسمات زوجہ کے خلاف عدالت ہذا میں دائر ہے لہذا بذریعہ اشتہار ہذا مطلع کیا جاتا ہے کہ بروز مقررہ اصالتاً یا وکالتاً حاضر ہو کر جواب دعویٰ پیش کرے بصورت دیگر کارروائی یکطرفہ عمل میں لائی جائے گی آج بتاریخ میرے دستخط اور مہر عدالت سے جاری ہوا جج فیملی کورٹ سول جج درجہ اول	[157, 276, 229, 339]
court-seal-icon: ⚖	[219, 761, 226, 768]
court-seal-icon: ⚖	[604, 159, 611, 166]
notice-body-text: ولدیت سکنہ ضلع میرپور آزاد کشمیر عدالت اعلان نوٹس بنام مدعا علیہ حاضر ہو تاریخ پیشی مقدمہ بعنوان دعویٰ تنسیخ نکاح بوجہ خلع مسمات زوجہ کے خلاف عدالت ہذا میں دائر ہے لہذا بذریعہ اشتہار ہذا مطلع کیا جاتا ہے کہ بروز مقررہ اصالتاً یا وکالتاً حاضر ہو کر جواب دعویٰ پیش کرے بصورت دیگر کارروائی یکطرفہ عمل میں لائی جائے گی آج بتاریخ میرے دستخط اور مہر عدالت سے جاری ہوا جج فیملی کورٹ سول جج درجہ اول	[3, 772, 75, 835]
notice-number: 1	[544, 17, 558, 25]
court-seal-icon: ⚖	[142, 596, 149, 603]
notice-body-text: ولدیت سکنہ ضلع میرپور آزاد کشمیر عدالت اعلان نوٹس بنام مدعا علیہ حاضر ہو تاریخ پیشی مقدمہ بعنوان دعویٰ تنسیخ نکاح بوجہ خلع مسمات زوجہ کے خلاف عدالت ہذا میں دائر ہے لہذا بذریعہ اشتہار ہذا مطلع کیا جاتا ہے کہ بروز مقررہ اصالتاً یا وکالتاً حاضر ہو کر جواب دعویٰ پیش کرے بصورت دیگر کارروائی یکطرفہ عمل میں لائی جائے گی آج بتاریخ میرے دستخط اور مہر عدالت سے جاری ہوا جج فیملی کورٹ سول جج درجہ اول	[465, 28, 537, 91]
notice-header	[465, 677, 537, 687]
notice-title-box	[252, 141, 292, 149]
notice-number: 56	[5, 389, 19, 397]
notice-header	[311, 16, 383, 26]
notice-title-box	[252, 761, 292, 769]
court-seal-icon: ⚖	[65, 761, 72, 768]
notice-body-text: ولدیت سکنہ ضلع میرپور آزاد کشمیر عدالت اعلان نوٹس بنام مدعا علیہ حاضر ہو تاریخ پیشی مقدمہ بعنوان دعویٰ تنسیخ نکاح بوجہ خلع مسمات زوجہ کے خلاف عدالت ہذا میں دائر ہے لہذا بذریعہ اشتہار ہذا مطلع کیا جاتا ہے کہ بروز مقررہ اصالتاً یا وکالتاً حاضر ہو کر جواب دعویٰ پیش کرے بصورت دیگر کارروائی یکطرفہ عمل میں لائی جائے گی آج بتاریخ میرے دستخط اور مہر عدالت سے جاری ہوا جج فیملی کورٹ سول جج درجہ اول	[234, 896, 306, 959]
notice-body-text: ولدیت سکنہ ضلع میرپور آزاد کشمیر عدالت اعلان نوٹس بنام مدعا علیہ حاضر ہو تاریخ پیشی مقدمہ بعنوان دعویٰ تنسیخ نکاح بوجہ خلع مسمات زوجہ کے خلاف عدالت ہذا میں دائر ہے لہذا بذریعہ اشتہار ہذا مطلع کیا جاتا ہے کہ بروز مقررہ اصالتاً یا وکالتاً حاضر ہو کر جواب دعویٰ پیش کرے بصورت دیگر کارروائی یکطرفہ عمل میں لائی جائے گی آج بتاریخ میرے دستخط اور مہر عدالت سے جاری ہوا جج فیملی کورٹ سول جج درجہ اول	[80, 524, 152, 587]
notice-header	[80, 595, 152, 605]
notice-number: 48	[82, 678, 96, 686]
notice-header	[234, 388, 306, 398]
court-seal-icon: ⚖	[373, 513, 380, 520]
notice-title-box	[21, 17, 61, 25]
court-seal-icon: ⚖	[450, 348, 457, 355]
court-seal-icon: ⚖	[450, 678, 457, 685]
notice-number: 58	[5, 637, 19, 645]
notice-title-box	[329, 17, 369, 25]
notice-title-box	[406, 182, 446, 190]
notice-body-text: ولدیت سکنہ ضلع میرپور آزاد کشمیر عدالت اعلان نوٹس بنام مدعا علیہ حاضر ہو تاریخ پیشی مقدمہ بعنوان دعویٰ تنسیخ نکاح بوجہ خلع مسمات زوجہ کے خلاف عدالت ہذا میں دائر ہے لہذا بذریعہ اشتہار ہذا مطلع کیا جاتا ہے کہ بروز مقررہ اصالتاً یا وکالتاً حاضر ہو کر جواب دعویٰ پیش کرے بصورت دیگر کارروائی یکطرفہ عمل میں لائی جائے گی آج بتاریخ میرے دستخط اور مہر عدالت سے جاری ہوا جج فیملی کورٹ سول جج درجہ اول	[388, 689, 460, 752]
notice-title-box	[175, 17, 215, 25]
notice-title-box	[98, 265, 138, 273]
court-seal-icon: ⚖	[65, 389, 72, 396]
court-seal-icon: ⚖	[219, 265, 226, 272]
newspaper-title: Weekly Sitara Pakistan Mirpur (AZAD kASHMIR)	[2, 2, 229, 16]
notice-header	[157, 16, 229, 26]
